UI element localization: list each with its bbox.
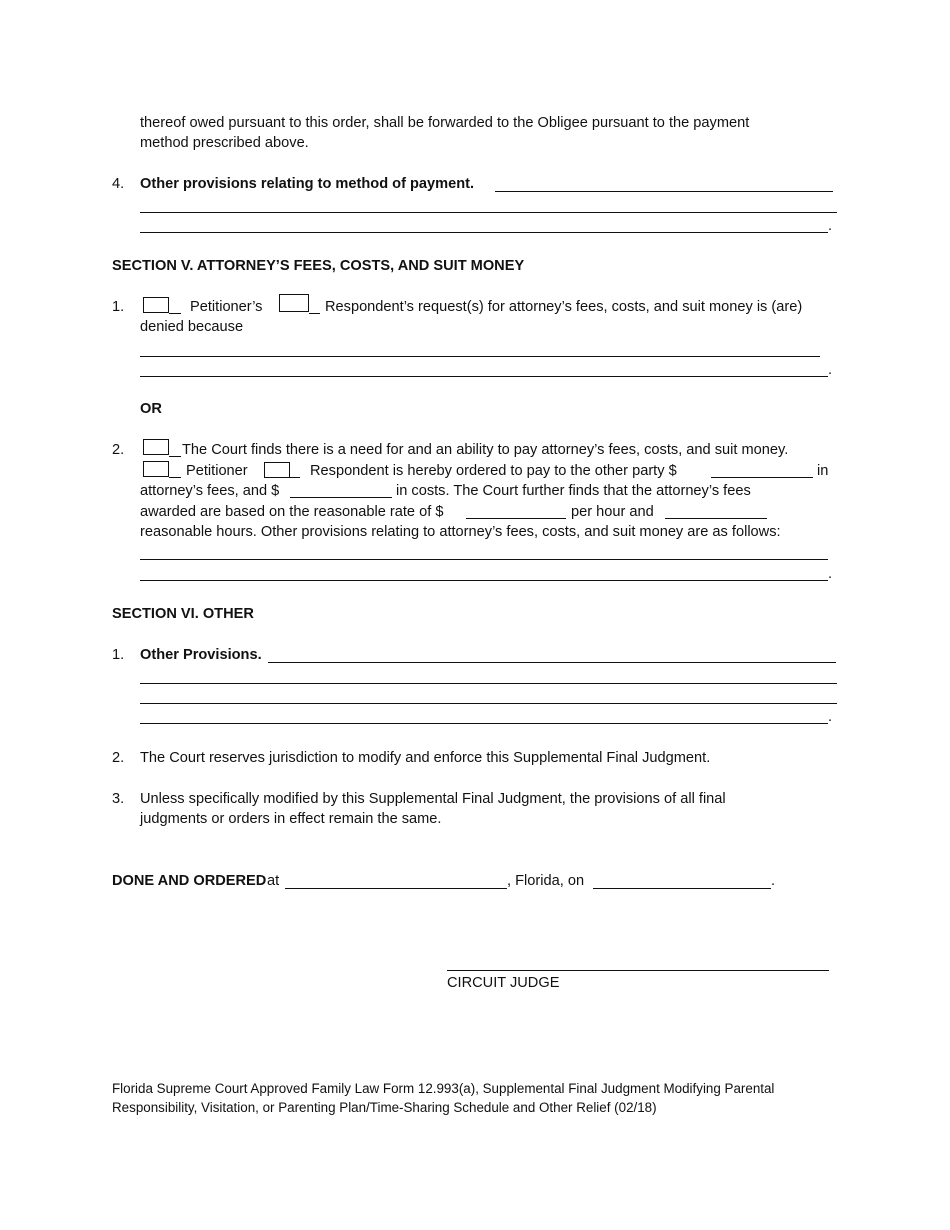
fees-amount-blank[interactable] [711,477,813,478]
reserves-jurisdiction-text: The Court reserves jurisdiction to modify and enforce this Supplemental Final Judgment. [140,750,711,766]
denied-because-text: denied because [140,319,244,335]
section-5-item-1-number: 1. [112,299,125,315]
item-4-blank-1[interactable] [495,191,833,192]
date-blank[interactable] [593,888,771,889]
court-finds-underline [169,456,181,457]
section-5-heading: SECTION V. ATTORNEY’S FEES, COSTS, AND SUIT MONEY [112,258,525,274]
petitioner-fees-underline [169,313,181,314]
costs-amount-blank[interactable] [290,497,392,498]
unless-modified-line-1: Unless specifically modified by this Supplemental Final Judgment, the provisions of all final [140,791,726,807]
petitioner-pay-label: Petitioner [186,463,248,479]
circuit-judge-label: CIRCUIT JUDGE [447,975,560,991]
done-period: . [771,873,776,889]
item-4-label: Other provisions relating to method of payment. [140,176,475,192]
unless-modified-line-2: judgments or orders in effect remain the same. [140,811,442,827]
court-finds-checkbox[interactable] [143,439,169,455]
other-provisions-blank-1[interactable] [268,662,836,663]
footer-line-1: Florida Supreme Court Approved Family Law Form 12.993(a), Supplemental Final Judgment Modifying Parental [112,1081,775,1096]
florida-on-text: , Florida, on [507,873,585,889]
petitioner-pay-underline [169,477,181,478]
other-provisions-blank-4[interactable] [140,723,828,724]
respondent-pay-text: Respondent is hereby ordered to pay to the other party $ [310,463,677,479]
or-label: OR [140,401,162,417]
judge-signature-line[interactable] [447,970,829,971]
other-provisions-blank-2[interactable] [140,683,837,684]
section-6-item-1-number: 1. [112,647,125,663]
hourly-rate-blank[interactable] [466,518,566,519]
city-blank[interactable] [285,888,507,889]
respondent-request-text: Respondent’s request(s) for attorney’s fees, costs, and suit money is (are) [325,299,803,315]
petitioner-label: Petitioner’s [190,299,263,315]
denied-period: . [828,362,833,378]
intro-line-1: thereof owed pursuant to this order, shall be forwarded to the Obligee pursuant to the payment [140,115,750,131]
reasonable-hours-text: reasonable hours. Other provisions relating to attorney’s fees, costs, and suit money are as follows: [140,524,781,540]
respondent-fees-checkbox[interactable] [279,294,309,312]
item-4-period: . [828,218,833,234]
rate-text: awarded are based on the reasonable rate of $ [140,504,444,520]
other-provisions-blank-3[interactable] [140,703,837,704]
section-6-item-3-number: 3. [112,791,125,807]
attorney-fees-text: attorney’s fees, and $ [140,483,280,499]
footer-line-2: Responsibility, Visitation, or Parenting Plan/Time-Sharing Schedule and Other Relief (02/18) [112,1100,657,1115]
respondent-pay-checkbox[interactable] [264,462,290,478]
petitioner-fees-checkbox[interactable] [143,297,169,313]
item-4-blank-2[interactable] [140,212,837,213]
per-hour-text: per hour and [571,504,654,520]
section-6-heading: SECTION VI. OTHER [112,606,254,622]
in-label: in [817,463,829,479]
costs-text: in costs. The Court further finds that the attorney’s fees [396,483,751,499]
denied-reason-blank-1[interactable] [140,356,820,357]
hours-blank[interactable] [665,518,767,519]
fees-provisions-blank-1[interactable] [140,559,828,560]
item-4-blank-3[interactable] [140,232,828,233]
denied-reason-blank-2[interactable] [140,376,828,377]
respondent-pay-underline [290,477,300,478]
item-4-number: 4. [112,176,125,192]
done-and-ordered-label: DONE AND ORDERED [112,873,267,889]
fees-provisions-blank-2[interactable] [140,580,828,581]
other-provisions-period: . [828,709,833,725]
court-finds-text: The Court finds there is a need for and an ability to pay attorney’s fees, costs, and suit money. [182,442,789,458]
respondent-fees-underline [309,313,320,314]
fees-provisions-period: . [828,566,833,582]
done-at-word: at [267,873,280,889]
other-provisions-label: Other Provisions. [140,647,262,663]
petitioner-pay-checkbox[interactable] [143,461,169,477]
intro-line-2: method prescribed above. [140,135,309,151]
section-5-item-2-number: 2. [112,442,125,458]
section-6-item-2-number: 2. [112,750,125,766]
